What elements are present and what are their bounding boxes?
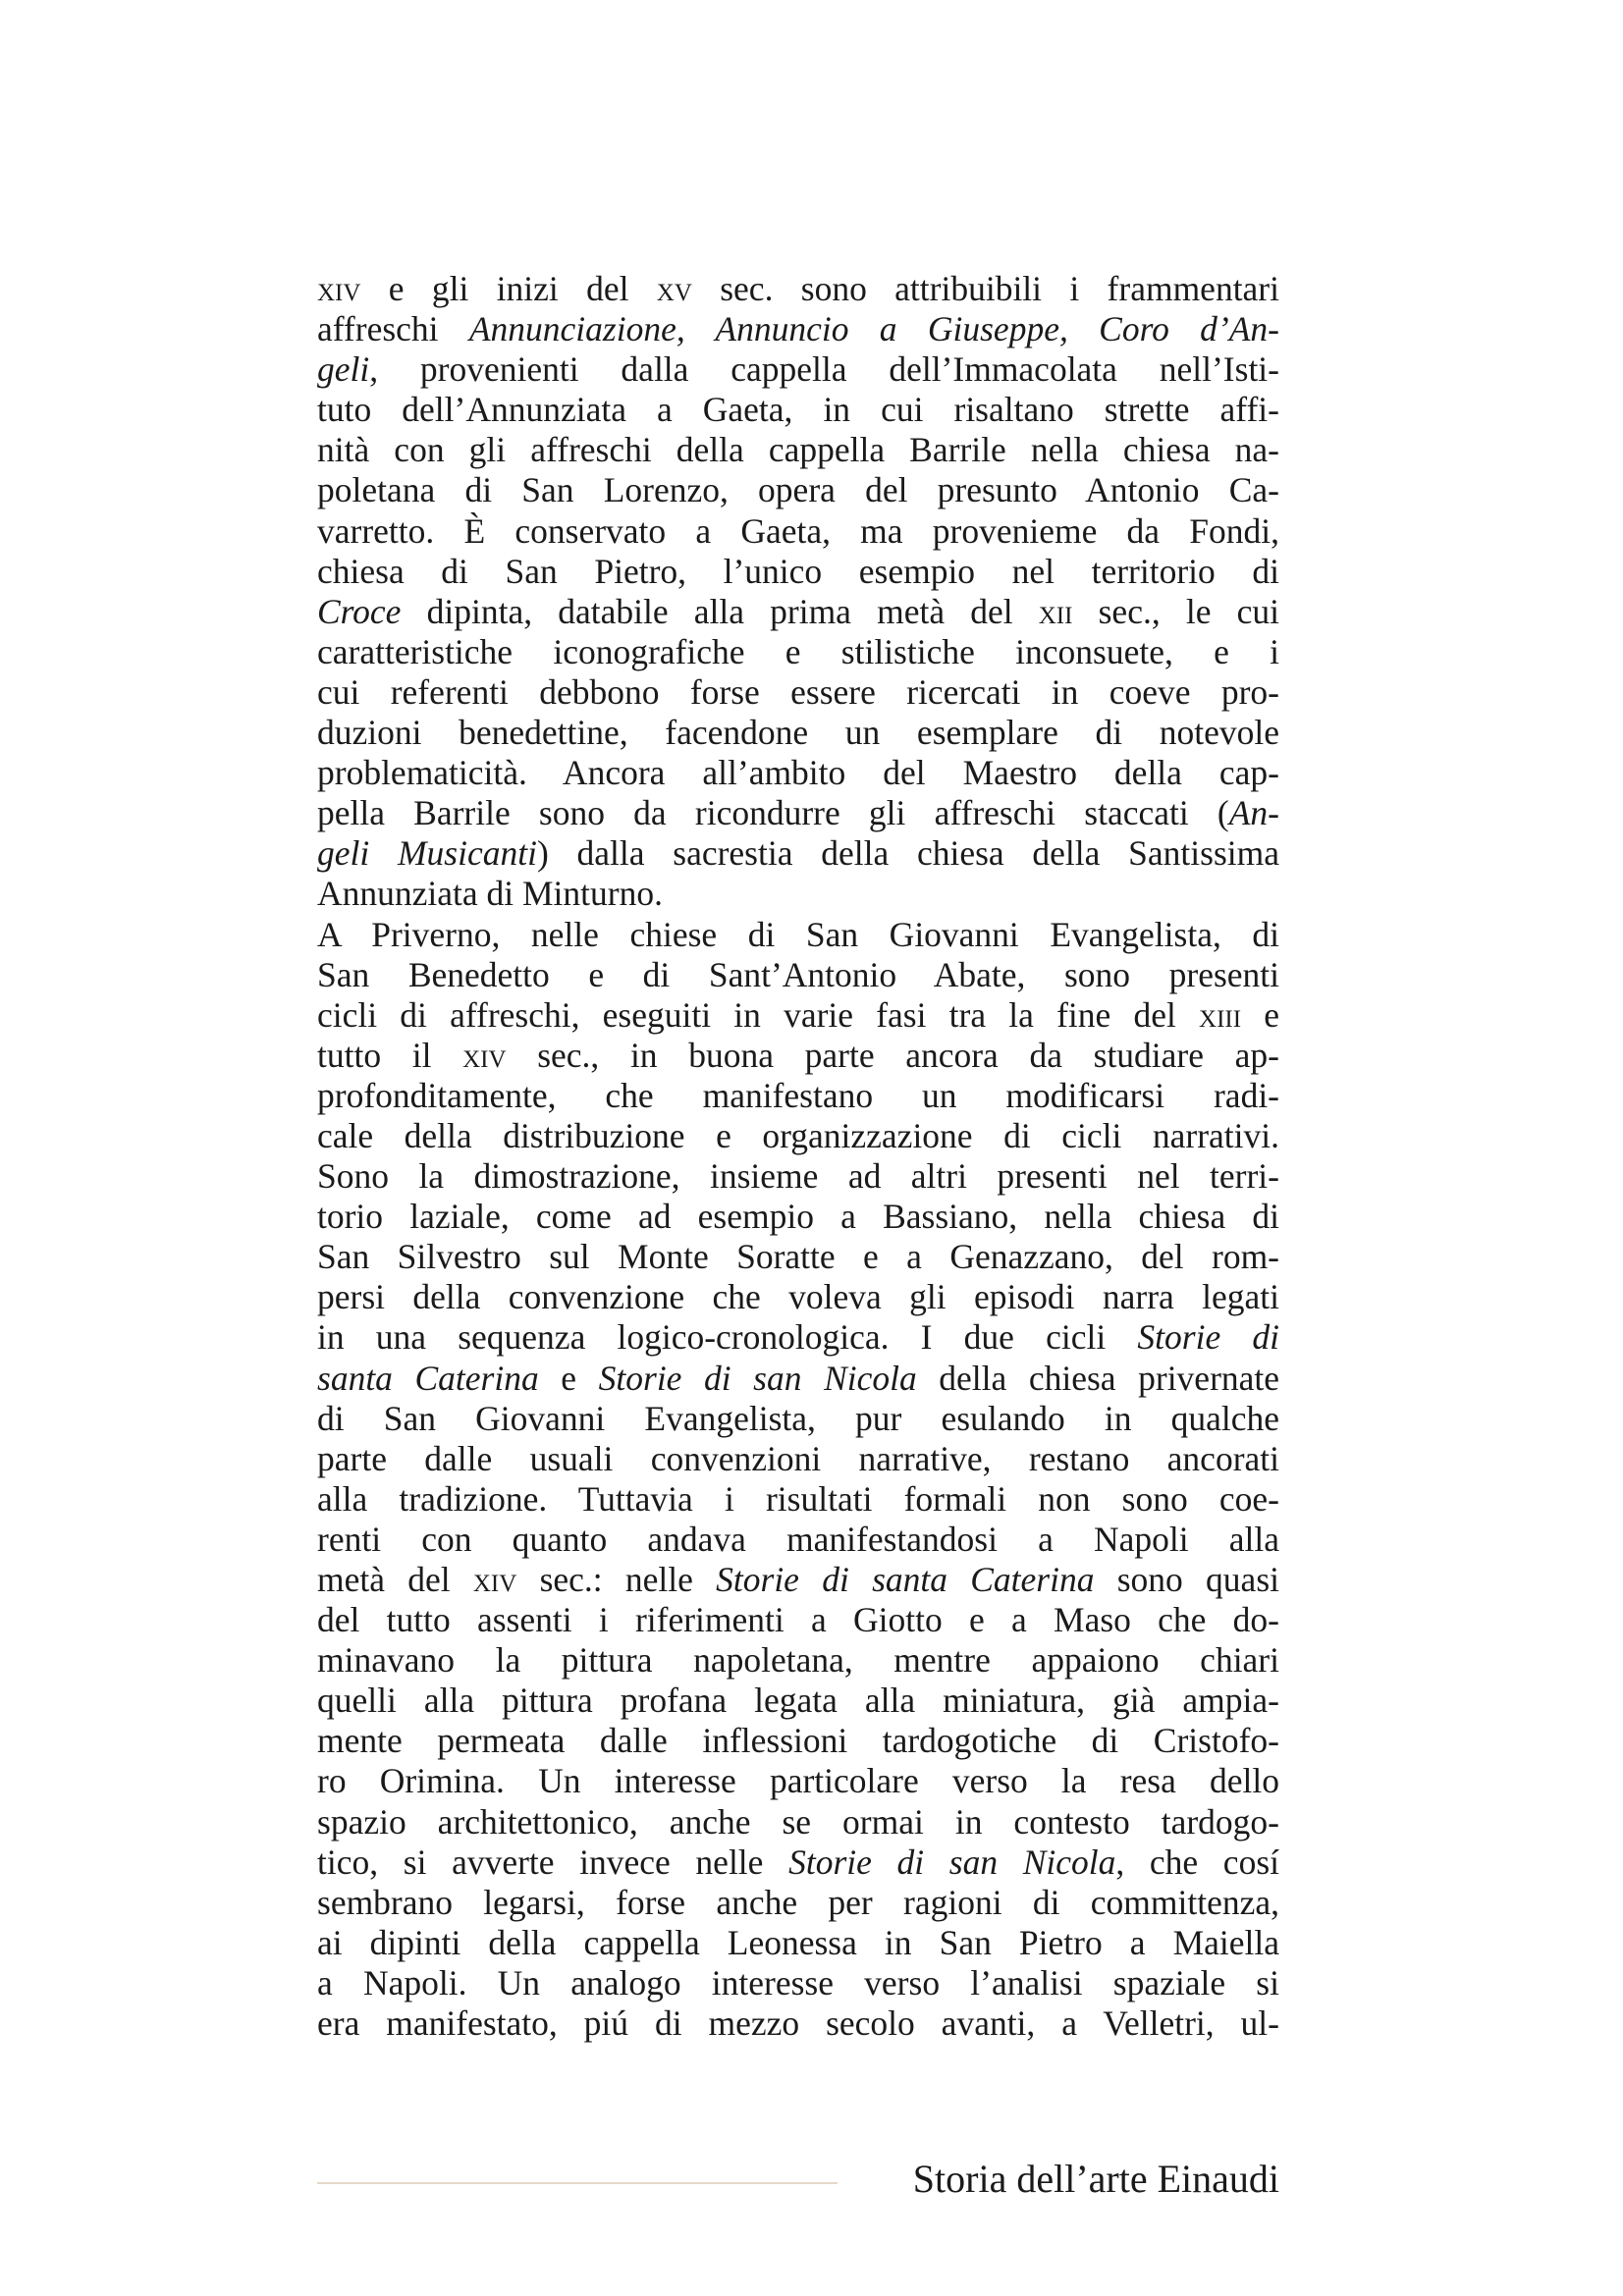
text-segment: metà del <box>317 1560 473 1599</box>
text-segment: , provenienti dalla cappella dell’Immacolata nell’Isti- <box>369 349 1279 390</box>
text-segment: San Benedetto e di Sant’Antonio Abate, sono presenti <box>317 954 1279 994</box>
text-line <box>317 552 1279 592</box>
text-segment: sec., le cui <box>1072 591 1279 631</box>
text-line <box>317 793 1279 833</box>
small-caps-numeral: xii <box>1038 591 1073 631</box>
text-line <box>317 2003 1279 2044</box>
small-caps-numeral: xiv <box>472 1560 517 1599</box>
text-segment: mente permeata dalle inflessioni tardogotiche di Cristofo- <box>317 1721 1279 1761</box>
italic-text: Storie di <box>1137 1317 1279 1358</box>
text-line <box>317 1520 1279 1560</box>
small-caps-numeral: xv <box>656 269 692 308</box>
text-line <box>317 713 1279 753</box>
text-segment: ai dipinti della cappella Leonessa in San Pietro a Maiella <box>317 1922 1279 1962</box>
text-line <box>317 1560 1279 1600</box>
footer-rule <box>317 2182 838 2184</box>
text-line <box>317 1076 1279 1116</box>
text-segment: tutto il <box>317 1035 463 1075</box>
text-segment: della chiesa privernate <box>916 1358 1280 1398</box>
small-caps-numeral: xiv <box>462 1035 507 1075</box>
text-segment: parte dalle usuali convenzioni narrative, restano ancorati <box>317 1438 1279 1478</box>
text-segment: e <box>538 1358 599 1398</box>
italic-text: Croce <box>317 591 402 631</box>
text-segment: tuto dell’Annunziata a Gaeta, in cui risaltano strette affi- <box>317 390 1279 430</box>
text-segment: dipinta, databile alla prima metà del <box>401 591 1039 631</box>
text-line <box>317 1036 1279 1076</box>
text-line <box>317 1359 1279 1399</box>
text-line <box>317 349 1279 390</box>
italic-text: Storie di san Nicola <box>598 1358 917 1398</box>
text-line <box>317 995 1279 1036</box>
text-segment: spazio architettonico, anche se ormai in contesto tardogo- <box>317 1801 1279 1842</box>
text-line <box>317 1761 1279 1801</box>
text-segment: torio laziale, come ad esempio a Bassiano, nella chiesa di <box>317 1197 1279 1237</box>
text-segment: , che cosí <box>1115 1842 1279 1882</box>
text-segment: A Priverno, nelle chiese di San Giovanni Evangelista, di <box>317 914 1279 954</box>
body-text <box>317 269 1279 2044</box>
small-caps-numeral: xiv <box>317 269 361 308</box>
text-line <box>317 1923 1279 1963</box>
text-line <box>317 955 1279 995</box>
text-segment: pella Barrile sono da ricondurre gli affreschi staccati ( <box>317 793 1229 833</box>
text-line <box>317 1197 1279 1237</box>
text-line <box>317 1842 1279 1883</box>
text-segment: in una sequenza logico-cronologica. I due cicli <box>317 1317 1138 1358</box>
text-segment: sec.: nelle <box>516 1560 717 1599</box>
text-line <box>317 1640 1279 1681</box>
italic-text: santa Caterina <box>317 1358 539 1398</box>
text-segment: sec., in buona parte ancora da studiare ap- <box>506 1035 1279 1075</box>
text-line <box>317 1439 1279 1479</box>
text-segment: persi della convenzione che voleva gli episodi narra legati <box>317 1277 1279 1317</box>
text-segment: Annunziata di Minturno. <box>317 874 663 914</box>
text-line <box>317 874 1279 914</box>
footer-title: Storia dell’arte Einaudi <box>912 2157 1279 2201</box>
text-line <box>317 1237 1279 1277</box>
text-segment: caratteristiche iconografiche e stilistiche inconsuete, e i <box>317 631 1279 671</box>
italic-text: geli <box>317 349 370 390</box>
text-segment: cicli di affreschi, eseguiti in varie fasi tra la fine del <box>317 994 1200 1035</box>
text-line <box>317 1399 1279 1439</box>
text-line <box>317 1317 1279 1358</box>
text-line <box>317 390 1279 430</box>
text-line <box>317 269 1279 309</box>
text-segment: era manifestato, piú di mezzo secolo avanti, a Velletri, ul- <box>317 2003 1279 2044</box>
small-caps-numeral: xiii <box>1199 994 1242 1035</box>
text-line <box>317 1681 1279 1721</box>
text-segment: e gli inizi del <box>360 269 657 308</box>
text-line <box>317 1600 1279 1640</box>
text-segment: del tutto assenti i riferimenti a Giotto e a Maso che do- <box>317 1600 1279 1640</box>
text-segment: affreschi <box>317 309 469 349</box>
text-line <box>317 1479 1279 1520</box>
text-segment: sembrano legarsi, forse anche per ragioni di committenza, <box>317 1882 1279 1922</box>
text-segment: di San Giovanni Evangelista, pur esulando in qualche <box>317 1398 1279 1438</box>
text-segment: varretto. È conservato a Gaeta, ma provenieme da Fondi, <box>317 510 1279 551</box>
text-segment: cale della distribuzione e organizzazione di cicli narrativi. <box>317 1115 1279 1155</box>
italic-text: Annunciazione, Annuncio a Giuseppe, Coro d’An- <box>468 309 1279 349</box>
text-segment: poletana di San Lorenzo, opera del presunto Antonio Ca- <box>317 470 1279 510</box>
text-line <box>317 753 1279 793</box>
text-line <box>317 672 1279 713</box>
text-line <box>317 915 1279 955</box>
italic-text: geli Musicanti <box>317 833 537 874</box>
text-line <box>317 1963 1279 2003</box>
italic-text: An- <box>1228 793 1279 833</box>
text-segment: quelli alla pittura profana legata alla miniatura, già ampia- <box>317 1681 1279 1721</box>
text-line <box>317 1277 1279 1317</box>
text-segment: ) dalla sacrestia della chiesa della Santissima <box>536 833 1279 874</box>
text-segment: sec. sono attribuibili i frammentari <box>691 269 1279 308</box>
text-segment: nità con gli affreschi della cappella Barrile nella chiesa na- <box>317 430 1279 470</box>
text-segment: chiesa di San Pietro, l’unico esempio nel territorio di <box>317 551 1279 591</box>
text-segment: minavano la pittura napoletana, mentre appaiono chiari <box>317 1640 1279 1681</box>
text-segment: San Silvestro sul Monte Soratte e a Genazzano, del rom- <box>317 1237 1279 1277</box>
text-segment: tico, si avverte invece nelle <box>317 1842 789 1882</box>
italic-text: Storie di san Nicola <box>788 1842 1116 1882</box>
text-segment: sono quasi <box>1094 1560 1279 1599</box>
text-segment: alla tradizione. Tuttavia i risultati formali non sono coe- <box>317 1478 1279 1519</box>
text-segment: duzioni benedettine, facendone un esemplare di notevole <box>317 713 1279 753</box>
text-line <box>317 1883 1279 1923</box>
text-line <box>317 1802 1279 1842</box>
text-line <box>317 511 1279 552</box>
text-segment: ro Orimina. Un interesse particolare verso la resa dello <box>317 1761 1279 1801</box>
text-segment: problematicità. Ancora all’ambito del Maestro della cap- <box>317 753 1279 793</box>
text-line <box>317 430 1279 470</box>
text-segment: cui referenti debbono forse essere ricercati in coeve pro- <box>317 671 1279 712</box>
text-segment: a Napoli. Un analogo interesse verso l’analisi spaziale si <box>317 1962 1279 2002</box>
text-segment: renti con quanto andava manifestandosi a Napoli alla <box>317 1519 1279 1559</box>
text-segment: Sono la dimostrazione, insieme ad altri presenti nel terri- <box>317 1156 1279 1197</box>
text-line <box>317 1721 1279 1761</box>
text-line <box>317 592 1279 632</box>
text-segment: e <box>1241 994 1279 1035</box>
text-line <box>317 833 1279 874</box>
text-line <box>317 1156 1279 1197</box>
text-line <box>317 470 1279 510</box>
text-line <box>317 1116 1279 1156</box>
text-line <box>317 309 1279 349</box>
text-segment: profonditamente, che manifestano un modificarsi radi- <box>317 1075 1279 1115</box>
italic-text: Storie di santa Caterina <box>716 1560 1095 1599</box>
text-line <box>317 632 1279 672</box>
